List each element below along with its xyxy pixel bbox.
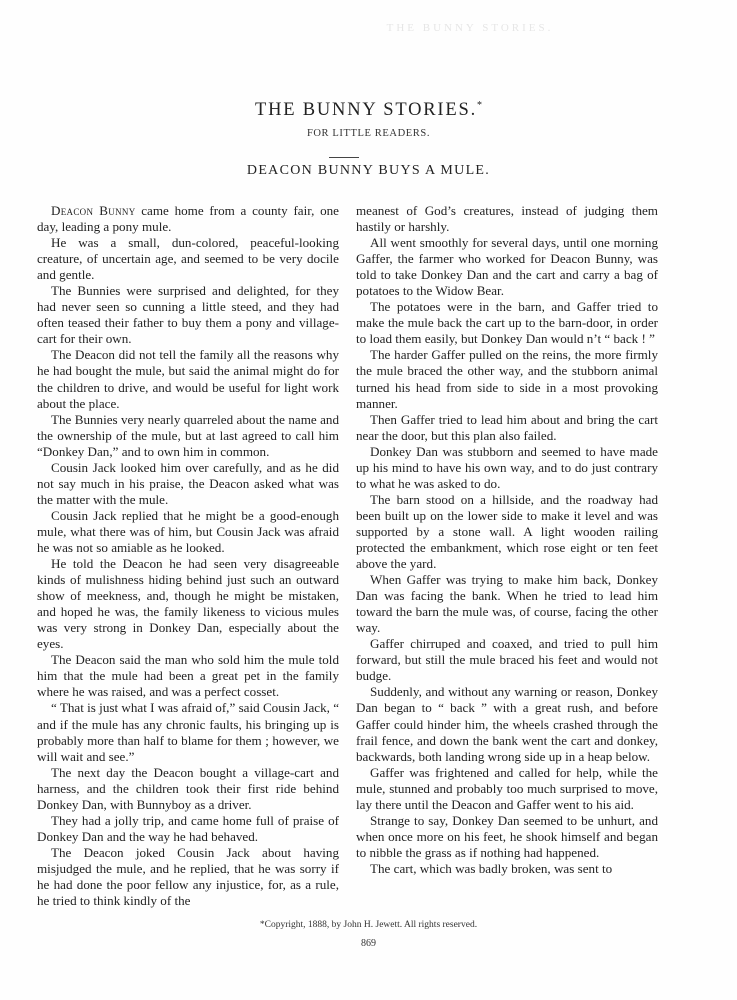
paragraph: The next day the Deacon bought a village-cart and harness, and the children took their first ride behind Donkey Dan, with Bunnyboy as a driver. (37, 764, 339, 812)
left-column (37, 203, 339, 909)
page-subtitle: FOR LITTLE READERS. (306, 128, 431, 139)
paragraph: Gaffer was frightened and called for help, while the mule, stunned and probably too much surprised to move, lay there until the Deacon and Gaffer went to his aid. (356, 764, 658, 812)
page-title-text: THE BUNNY STORIES. (254, 100, 478, 121)
paragraph: Donkey Dan was stubborn and seemed to have made up his mind to have his own way, and to do just contrary to what he was asked to do. (356, 443, 658, 491)
paragraph: The Deacon did not tell the family all the reasons why he had bought the mule, but said the animal might do for the children to drive, and would be useful for light work about the place. (37, 347, 339, 411)
bleed-through-header: THE BUNNY STORIES. (386, 22, 554, 34)
paragraph: They had a jolly trip, and came home full of praise of Donkey Dan and the way he had behaved. (37, 812, 339, 844)
right-column (356, 203, 658, 877)
paragraph: Suddenly, and without any warning or reason, Donkey Dan began to “ back ” with a great rush, and before Gaffer could hinder him, the wheels crashed through the frail fence, and down the bank went the cart and donkey, backwards, both landing wrong side up in a heap below. (356, 684, 658, 764)
paragraph: The potatoes were in the barn, and Gaffer tried to make the mule back the cart up to the barn-door, in order to load them easily, but Donkey Dan would n’t “ back ! ” (356, 299, 658, 347)
copyright-footnote: *Copyright, 1888, by John H. Jewett. All rights reserved. (259, 920, 478, 930)
paragraph (37, 203, 339, 235)
story-title: DEACON BUNNY BUYS A MULE. (246, 163, 491, 178)
paragraph: Gaffer chirruped and coaxed, and tried to pull him forward, but still the mule braced his feet and would not budge. (356, 636, 658, 684)
paragraph: He told the Deacon he had seen very disagreeable kinds of mulishness hiding behind just such an outward show of meekness, and, though he might be mistaken, and hoped he was, the family likeness to vicious mules was very strong in Donkey Dan, especially about the eyes. (37, 556, 339, 652)
paragraph: The harder Gaffer pulled on the reins, the more firmly the mule braced the other way, and the stubborn animal turned his head from side to side in a most provoking manner. (356, 347, 658, 411)
paragraph: The Bunnies very nearly quarreled about the name and the ownership of the mule, but at last agreed to call him “Donkey Dan,” and to own him in common. (37, 411, 339, 459)
paragraph: When Gaffer was trying to make him back, Donkey Dan was facing the bank. When he tried to lead him toward the barn the mule was, of course, facing the other way. (356, 572, 658, 636)
page-number: 869 (361, 938, 376, 949)
paragraph: The barn stood on a hillside, and the roadway had been built up on the lower side to make it level and was supported by a stone wall. A light wooden railing protected the embankment, which rose eight or ten feet above the yard. (356, 491, 658, 572)
paragraph-text: came home from a county fair, one day, leading a pony mule. (37, 203, 339, 235)
opening-name: Deacon Bunny (51, 203, 136, 218)
paragraph: The Deacon joked Cousin Jack about having misjudged the mule, and he replied, that he was sorry if he had done the poor fellow any injustice, for, as a rule, he tried to think kindly of the (37, 844, 339, 909)
paragraph: “ That is just what I was afraid of,” said Cousin Jack, “ and if the mule has any chronic faults, his bringing up is probably more than half to blame for them ; however, we will wait and see.” (37, 700, 339, 764)
paragraph: All went smoothly for several days, until one morning Gaffer, the farmer who worked for Deacon Bunny, was told to take Donkey Dan and the cart and carry a bag of potatoes to the Widow Bear. (356, 235, 658, 299)
paragraph: He was a small, dun-colored, peaceful-looking creature, of uncertain age, and seemed to be very docile and gentle. (37, 235, 339, 283)
paragraph: Then Gaffer tried to lead him about and bring the cart near the door, but this plan also failed. (356, 411, 658, 443)
title-divider (329, 157, 359, 158)
paragraph: The Deacon said the man who sold him the mule told him that the mule had been a great pet in the family where he was raised, and was a perfect cosset. (37, 652, 339, 700)
page-title (0, 100, 737, 121)
continued-paragraph: meanest of God’s creatures, instead of judging them hastily or harshly. (356, 203, 658, 235)
paragraph: The cart, which was badly broken, was sent to (370, 860, 613, 876)
copyright-mark: * (477, 100, 483, 111)
paragraph: Cousin Jack replied that he might be a good-enough mule, what there was of him, but Cousin Jack was afraid he was not so amiable as he looked. (37, 507, 339, 555)
paragraph: The Bunnies were surprised and delighted, for they had never seen so cunning a little steed, and they had often teased their father to buy them a pony and village-cart for their own. (37, 283, 339, 347)
paragraph: Cousin Jack looked him over carefully, and as he did not say much in his praise, the Deacon asked what was the matter with the mule. (37, 459, 339, 507)
paragraph: Strange to say, Donkey Dan seemed to be unhurt, and when once more on his feet, he shook himself and began to nibble the grass as if nothing had happened. (356, 812, 658, 860)
